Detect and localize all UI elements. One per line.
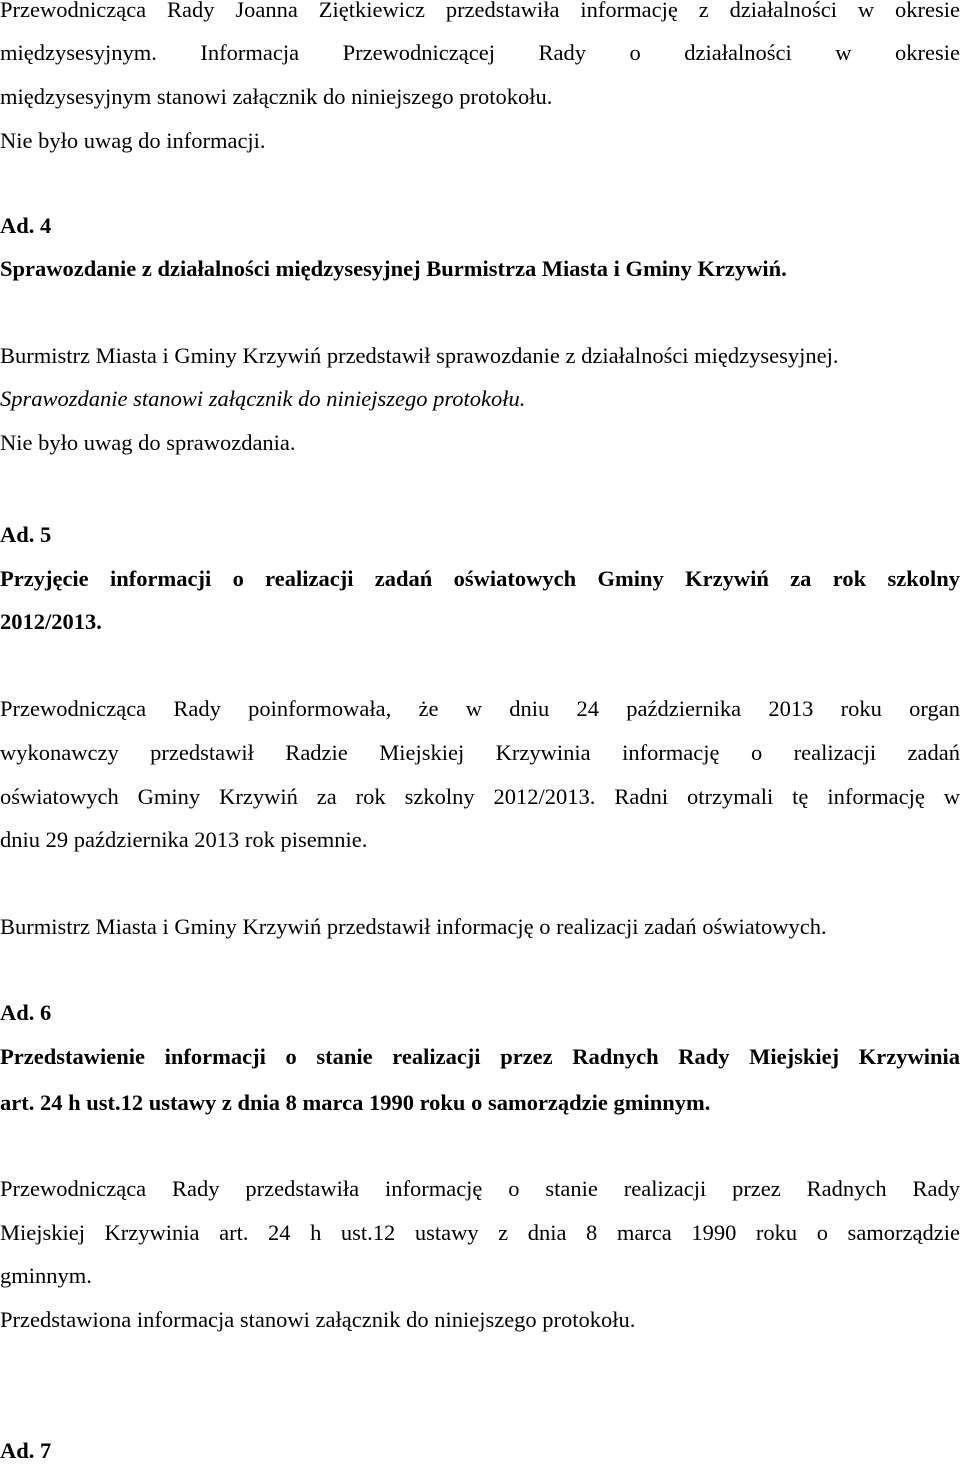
paragraph-line: międzysesyjnym. Informacja Przewodniczącej Rady o działalności w okresie <box>0 40 960 65</box>
paragraph-line: Burmistrz Miasta i Gminy Krzywiń przedstawił sprawozdanie z działalności międzysesyjnej. <box>0 343 839 368</box>
paragraph-line: wykonawczy przedstawił Radzie Miejskiej Krzywinia informację o realizacji zadań <box>0 740 960 765</box>
paragraph-line: dniu 29 października 2013 rok pisemnie. <box>0 827 368 852</box>
paragraph-line: Miejskiej Krzywinia art. 24 h ust.12 ustawy z dnia 8 marca 1990 roku o samorządzie <box>0 1220 960 1245</box>
section-title-ad5-cont: 2012/2013. <box>0 609 102 634</box>
paragraph-line: gminnym. <box>0 1263 92 1288</box>
section-title-ad4: Sprawozdanie z działalności międzysesyjnej Burmistrza Miasta i Gminy Krzywiń. <box>0 256 787 281</box>
section-heading-ad6: Ad. 6 <box>0 1000 52 1025</box>
section-heading-ad7: Ad. 7 <box>0 1438 52 1463</box>
paragraph-line: Przewodnicząca Rady poinformowała, że w dniu 24 października 2013 roku organ <box>0 696 960 721</box>
paragraph-line: oświatowych Gminy Krzywiń za rok szkolny 2012/2013. Radni otrzymali tę informację w <box>0 784 960 809</box>
paragraph-line: Burmistrz Miasta i Gminy Krzywiń przedstawił informację o realizacji zadań oświatowych. <box>0 914 827 939</box>
section-title-ad6-cont: art. 24 h ust.12 ustawy z dnia 8 marca 1990 roku o samorządzie gminnym. <box>0 1090 711 1115</box>
paragraph-line: Przewodnicząca Rady przedstawiła informację o stanie realizacji przez Radnych Rady <box>0 1176 960 1201</box>
section-title-ad5: Przyjęcie informacji o realizacji zadań oświatowych Gminy Krzywiń za rok szkolny <box>0 566 960 591</box>
paragraph-line: Przedstawiona informacja stanowi załącznik do niniejszego protokołu. <box>0 1307 636 1332</box>
paragraph-line: Nie było uwag do informacji. <box>0 128 266 153</box>
paragraph-line: Nie było uwag do sprawozdania. <box>0 430 296 455</box>
paragraph-line: Sprawozdanie stanowi załącznik do niniejszego protokołu. <box>0 386 526 411</box>
paragraph-line: międzysesyjnym stanowi załącznik do niniejszego protokołu. <box>0 84 553 109</box>
section-heading-ad4: Ad. 4 <box>0 213 52 238</box>
section-title-ad6: Przedstawienie informacji o stanie realizacji przez Radnych Rady Miejskiej Krzywinia <box>0 1044 960 1069</box>
paragraph-line: Przewodnicząca Rady Joanna Ziętkiewicz przedstawiła informację z działalności w okresie <box>0 0 960 22</box>
section-heading-ad5: Ad. 5 <box>0 522 52 547</box>
